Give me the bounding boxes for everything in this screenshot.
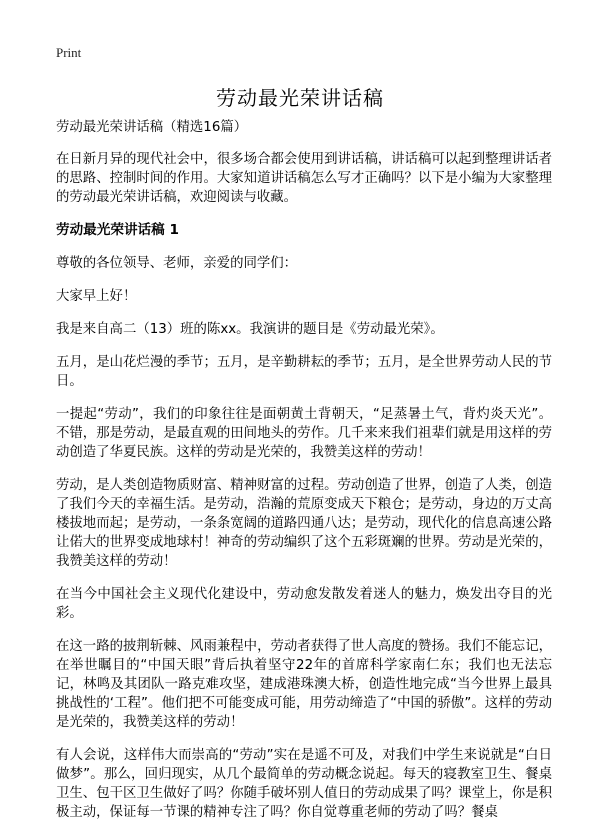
article-subtitle: 劳动最光荣讲话稿（精选16篇） bbox=[56, 120, 248, 135]
page-title: 劳动最光荣讲话稿 bbox=[216, 86, 384, 110]
paragraph: 大家早上好！ bbox=[56, 289, 137, 304]
paragraph: 有人会说，这样伟大而崇高的“劳动”实在是遥不可及，对我们中学生来说就是“白日做梦”。那么，回归现实，从几个最简单的劳动概念说起。每天的寝教室卫生、餐桌卫生、包干区卫生做好了吗？你随手破坏别人值日的劳动成果了吗？课堂上，你是积极主动，保证每一节课的精神专注了吗？你自觉尊重老师的劳动了吗？餐桌 bbox=[56, 748, 552, 820]
paragraph: 尊敬的各位领导、老师，亲爱的同学们： bbox=[56, 256, 298, 271]
intro-paragraph: 在日新月异的现代社会中，很多场合都会使用到讲话稿，讲话稿可以起到整理讲话者的思路、控制时间的作用。大家知道讲话稿怎么写才正确吗？以下是小编为大家整理的劳动最光荣讲话稿，欢迎阅读与收藏。 bbox=[56, 152, 552, 205]
section-heading: 劳动最光荣讲话稿 1 bbox=[56, 222, 179, 238]
article-body bbox=[56, 118, 552, 828]
paragraph: 我是来自高二（13）班的陈xx。我演讲的题目是《劳动最光荣》。 bbox=[56, 322, 444, 337]
paragraph: 五月，是山花烂漫的季节；五月，是辛勤耕耘的季节；五月，是全世界劳动人民的节日。 bbox=[56, 355, 552, 389]
paragraph: 一提起“劳动”，我们的印象往往是面朝黄土背朝天，“足蒸暑土气，背灼炎天光”。不错，那是劳动，是最直观的田间地头的劳作。几千来来我们祖辈们就是用这样的劳动创造了华夏民族。这样的劳动是光荣的，我赞美这样的劳动！ bbox=[56, 407, 552, 460]
paragraph: 在当今中国社会主义现代化建设中，劳动愈发散发着迷人的魅力，焕发出夺目的光彩。 bbox=[56, 587, 552, 621]
paragraph: 劳动，是人类创造物质财富、精神财富的过程。劳动创造了世界，创造了人类，创造了我们今天的幸福生活。是劳动，浩瀚的荒原变成天下粮仓；是劳动，身边的万丈高楼拔地而起；是劳动，一条条宽阔的道路四通八达；是劳动，现代化的信息高速公路让偌大的世界变成地球村！神奇的劳动编织了这个五彩斑斓的世界。劳动是光荣的，我赞美这样的劳动！ bbox=[56, 478, 552, 569]
print-link[interactable]: Print bbox=[56, 45, 82, 60]
paragraph: 在这一路的披荆斩棘、风雨兼程中，劳动者获得了世人高度的赞扬。我们不能忘记，在举世瞩目的“中国天眼”背后执着坚守22年的首席科学家南仁东；我们也无法忘记，林鸣及其团队一路克难攻坚，建成港珠澳大桥，创造性地完成“当今世界上最具挑战性的‘工程”。他们把不可能变成可能，用劳动缔造了“中国的骄傲”。这样的劳动是光荣的，我赞美这样的劳动！ bbox=[56, 639, 552, 730]
